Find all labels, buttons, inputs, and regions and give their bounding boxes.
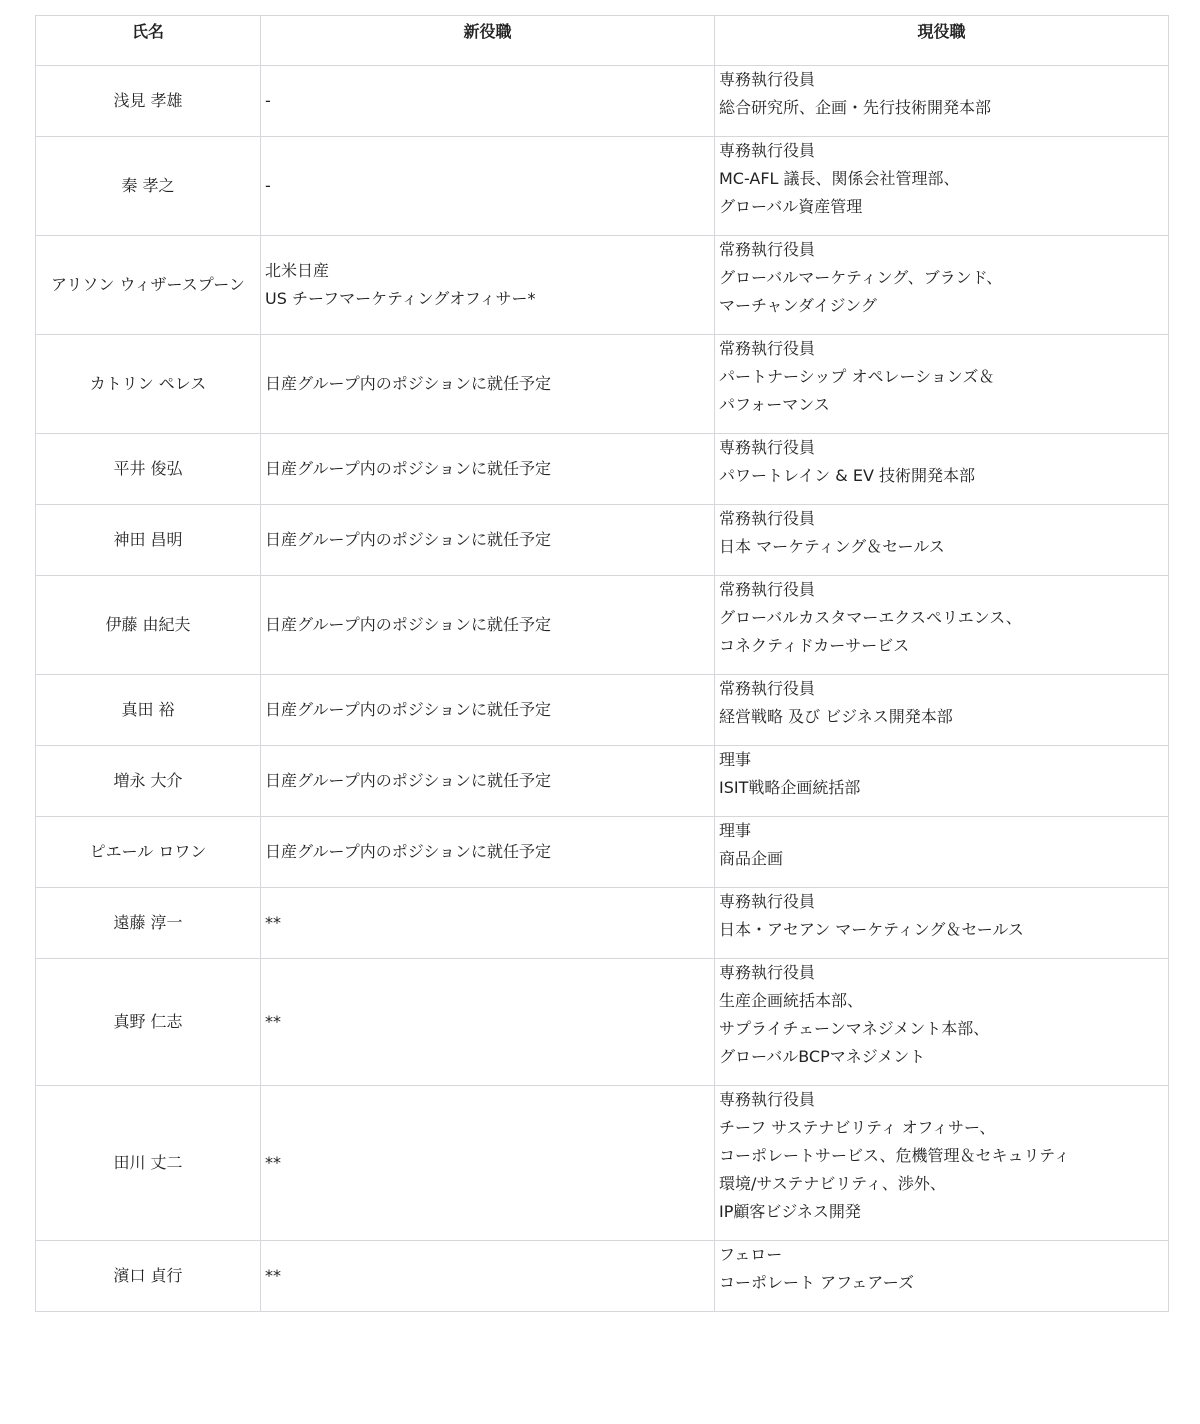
cell-new-position [261, 236, 715, 335]
person-name: ピエール ロワン [89, 842, 207, 861]
cell-current-position [715, 675, 1169, 746]
current-position-line: 専務執行役員 [719, 963, 816, 982]
cell-name [36, 505, 261, 576]
current-position-line: 日本 マーケティング＆セールス [719, 537, 945, 556]
cell-current-position [715, 505, 1169, 576]
current-position-line: パフォーマンス [719, 395, 830, 414]
current-position-line: 環境/サステナビリティ、渉外、 [719, 1174, 946, 1193]
new-position-line: 日産グループ内のポジションに就任予定 [265, 459, 552, 478]
current-position-line: サプライチェーンマネジメント本部、 [719, 1019, 990, 1038]
current-position-line: 理事 [719, 821, 752, 840]
new-position-line: ** [265, 1153, 281, 1172]
cell-current-position [715, 137, 1169, 236]
cell-name [36, 746, 261, 817]
current-position-line: グローバルマーケティング、ブランド、 [719, 268, 1003, 287]
person-name: 神田 昌明 [113, 530, 183, 549]
person-name: アリソン ウィザースプーン [51, 275, 245, 294]
cell-new-position [261, 1086, 715, 1241]
cell-name [36, 959, 261, 1086]
cell-new-position [261, 675, 715, 746]
table-row [36, 959, 1169, 1086]
current-position-line: フェロー [719, 1245, 783, 1264]
new-position-line: 日産グループ内のポジションに就任予定 [265, 530, 552, 549]
cell-current-position [715, 746, 1169, 817]
cell-name [36, 576, 261, 675]
table-row [36, 335, 1169, 434]
cell-name [36, 236, 261, 335]
cell-name [36, 137, 261, 236]
person-name: 遠藤 淳一 [113, 913, 183, 932]
table-row [36, 1241, 1169, 1312]
person-name: 真田 裕 [121, 700, 175, 719]
current-position-line: MC-AFL 議長、関係会社管理部、 [719, 169, 960, 188]
cell-name [36, 1241, 261, 1312]
current-position-line: 専務執行役員 [719, 70, 816, 89]
table-row [36, 505, 1169, 576]
new-position-line: ** [265, 1266, 281, 1285]
current-position-line: IP顧客ビジネス開発 [719, 1202, 861, 1221]
header-current-position: 現役職 [715, 16, 1169, 66]
table-row [36, 817, 1169, 888]
cell-current-position [715, 335, 1169, 434]
cell-new-position [261, 335, 715, 434]
cell-new-position [261, 959, 715, 1086]
current-position-line: 常務執行役員 [719, 679, 816, 698]
current-position-line: 専務執行役員 [719, 438, 816, 457]
table-row [36, 434, 1169, 505]
current-position-line: コーポレート アフェアーズ [719, 1273, 915, 1292]
current-position-line: 専務執行役員 [719, 141, 816, 160]
table-row [36, 66, 1169, 137]
table-row [36, 675, 1169, 746]
cell-name [36, 434, 261, 505]
person-name: 平井 俊弘 [113, 459, 183, 478]
table-row [36, 576, 1169, 675]
new-position-line: 日産グループ内のポジションに就任予定 [265, 374, 552, 393]
new-position-line: ** [265, 913, 281, 932]
cell-name [36, 1086, 261, 1241]
current-position-line: 生産企画統括本部、 [719, 991, 864, 1010]
current-position-line: チーフ サステナビリティ オフィサー、 [719, 1118, 996, 1137]
current-position-line: 商品企画 [719, 849, 784, 868]
person-name: 秦 孝之 [121, 176, 175, 195]
current-position-line: パートナーシップ オペレーションズ＆ [719, 367, 995, 386]
new-position-line: 日産グループ内のポジションに就任予定 [265, 700, 552, 719]
cell-current-position [715, 817, 1169, 888]
header-new-position: 新役職 [261, 16, 715, 66]
new-position-line: 北米日産 [265, 261, 330, 280]
cell-new-position [261, 746, 715, 817]
current-position-line: 常務執行役員 [719, 339, 816, 358]
new-position-line: - [265, 176, 271, 195]
table-body [36, 66, 1169, 1312]
current-position-line: 経営戦略 及び ビジネス開発本部 [719, 707, 953, 726]
cell-new-position [261, 1241, 715, 1312]
current-position-line: 常務執行役員 [719, 240, 816, 259]
table-row [36, 137, 1169, 236]
cell-name [36, 66, 261, 137]
current-position-line: 総合研究所、企画・先行技術開発本部 [719, 98, 992, 117]
cell-name [36, 335, 261, 434]
person-name: カトリン ペレス [89, 374, 207, 393]
person-name: 伊藤 由紀夫 [105, 615, 191, 634]
current-position-line: 専務執行役員 [719, 892, 816, 911]
person-name: 真野 仁志 [113, 1012, 183, 1031]
new-position-line: 日産グループ内のポジションに就任予定 [265, 615, 552, 634]
executive-changes-table-container [35, 15, 1169, 1312]
person-name: 田川 丈二 [113, 1153, 183, 1172]
current-position-line: 専務執行役員 [719, 1090, 816, 1109]
header-name: 氏名 [36, 16, 261, 66]
cell-current-position [715, 888, 1169, 959]
cell-new-position [261, 505, 715, 576]
current-position-line: 常務執行役員 [719, 580, 816, 599]
current-position-line: マーチャンダイジング [719, 296, 877, 315]
cell-name [36, 888, 261, 959]
executive-changes-table [35, 15, 1169, 1312]
cell-current-position [715, 434, 1169, 505]
cell-current-position [715, 576, 1169, 675]
new-position-line: 日産グループ内のポジションに就任予定 [265, 842, 552, 861]
cell-current-position [715, 1086, 1169, 1241]
current-position-line: コーポレートサービス、危機管理＆セキュリティ [719, 1146, 1070, 1165]
current-position-line: コネクティドカーサービス [719, 636, 910, 655]
table-header-row [36, 16, 1169, 66]
person-name: 濱口 貞行 [113, 1266, 183, 1285]
new-position-line: 日産グループ内のポジションに就任予定 [265, 771, 552, 790]
cell-new-position [261, 888, 715, 959]
cell-current-position [715, 1241, 1169, 1312]
new-position-line: - [265, 91, 271, 110]
current-position-line: グローバルBCPマネジメント [719, 1047, 926, 1066]
cell-current-position [715, 959, 1169, 1086]
cell-new-position [261, 576, 715, 675]
cell-current-position [715, 236, 1169, 335]
current-position-line: パワートレイン & EV 技術開発本部 [719, 466, 975, 485]
person-name: 増永 大介 [113, 771, 183, 790]
cell-new-position [261, 137, 715, 236]
cell-new-position [261, 434, 715, 505]
person-name: 浅見 孝雄 [113, 91, 183, 110]
table-row [36, 236, 1169, 335]
cell-name [36, 817, 261, 888]
table-row [36, 1086, 1169, 1241]
new-position-line: ** [265, 1012, 281, 1031]
current-position-line: グローバル資産管理 [719, 197, 863, 216]
current-position-line: 日本・アセアン マーケティング＆セールス [719, 920, 1024, 939]
cell-new-position [261, 66, 715, 137]
current-position-line: 常務執行役員 [719, 509, 816, 528]
current-position-line: グローバルカスタマーエクスペリエンス、 [719, 608, 1022, 627]
table-row [36, 746, 1169, 817]
table-row [36, 888, 1169, 959]
new-position-line: US チーフマーケティングオフィサー* [265, 289, 536, 308]
current-position-line: ISIT戦略企画統括部 [719, 778, 861, 797]
cell-name [36, 675, 261, 746]
cell-current-position [715, 66, 1169, 137]
cell-new-position [261, 817, 715, 888]
current-position-line: 理事 [719, 750, 752, 769]
